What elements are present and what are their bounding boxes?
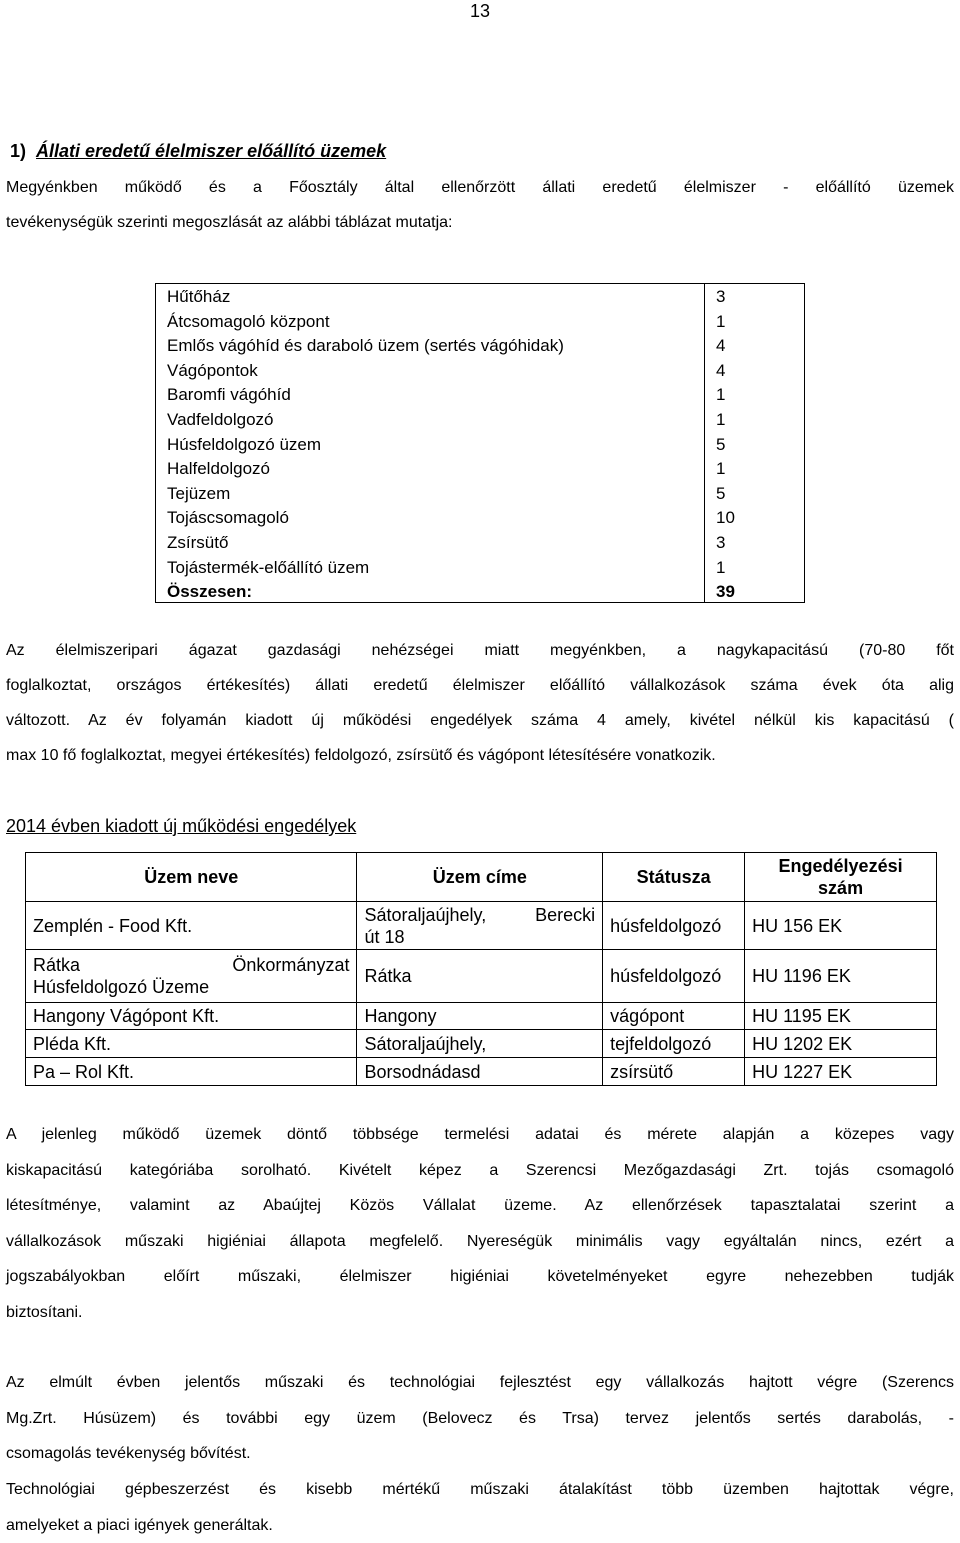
paragraph-line: Mg.Zrt. Húsüzem) és további egy üzem (Belovecz és Trsa) tervez jelentős sertés darabolás, - (6, 1401, 954, 1437)
cell-status: vágópont (603, 1003, 745, 1030)
table-row (156, 383, 804, 407)
section-heading (10, 141, 386, 162)
activity-name: Összesen: (167, 582, 252, 602)
cell-address (357, 902, 603, 950)
cell-address: Rátka (357, 950, 603, 1003)
activity-name: Halfeldolgozó (167, 459, 270, 479)
activity-count: 1 (716, 558, 725, 578)
activity-name: Zsírsütő (167, 533, 228, 553)
cell-status: zsírsütő (603, 1058, 745, 1086)
cell-address-line2: út 18 (364, 926, 595, 948)
paragraph-line: Az élelmiszeripari ágazat gazdasági nehézségei miatt megyénkben, a nagykapacitású (70-80 főt (6, 633, 954, 668)
activity-name: Vágópontok (167, 361, 258, 381)
table-row (26, 1003, 937, 1030)
intro-paragraph (6, 170, 954, 240)
paragraph-development (6, 1365, 954, 1472)
activity-name: Átcsomagoló központ (167, 312, 330, 332)
table-row (156, 556, 804, 580)
cell-address: Hangony (357, 1003, 603, 1030)
header-address: Üzem címe (357, 853, 603, 902)
table-row (156, 457, 804, 481)
paragraph-line: Technológiai gépbeszerzést és kisebb mértékű műszaki átalakítást több üzemben hajtottak végre, (6, 1472, 954, 1508)
paragraph-line: létesítménye, valamint az Abaújtej Közös Vállalat üzeme. Az ellenőrzések tapasztalatai szerint a (6, 1188, 954, 1224)
cell-name (26, 950, 357, 1003)
table-row (26, 1058, 937, 1086)
cell-permit: HU 156 EK (745, 902, 937, 950)
activity-count: 1 (716, 312, 725, 332)
activity-name: Vadfeldolgozó (167, 410, 274, 430)
header-permit (745, 853, 937, 902)
intro-line-2: tevékenységük szerinti megoszlását az alábbi táblázat mutatja: (6, 205, 954, 240)
header-permit-line1: Engedélyezési (752, 855, 929, 877)
activity-count: 5 (716, 484, 725, 504)
intro-line-1: Megyénkben működő és a Főosztály által ellenőrzött állati eredetű élelmiszer - előállító üzemek (6, 170, 954, 205)
cell-name: Zemplén - Food Kft. (26, 902, 357, 950)
section-title: Állati eredetű élelmiszer előállító üzemek (36, 141, 386, 161)
paragraph-industry (6, 633, 954, 773)
activity-table (155, 283, 805, 603)
cell-name: Pléda Kft. (26, 1030, 357, 1058)
activity-name: Hűtőház (167, 287, 230, 307)
table-row (26, 1030, 937, 1058)
cell-status: húsfeldolgozó (603, 902, 745, 950)
paragraph-line: max 10 fő foglalkoztat, megyei értékesítés) feldolgozó, zsírsütő és vágópont létesítésére vonatkozik. (6, 738, 954, 773)
activity-count: 5 (716, 435, 725, 455)
page-number: 13 (0, 0, 960, 22)
activity-count: 1 (716, 410, 725, 430)
cell-status: húsfeldolgozó (603, 950, 745, 1003)
activity-count: 3 (716, 533, 725, 553)
section-number: 1) (10, 141, 26, 161)
activity-name: Tejüzem (167, 484, 230, 504)
table-row (156, 433, 804, 457)
paragraph-line: kiskapacitású kategóriába sorolható. Kivételt képez a Szerencsi Mezőgazdasági Zrt. tojás csomagoló (6, 1153, 954, 1189)
cell-permit: HU 1202 EK (745, 1030, 937, 1058)
paragraph-line: foglalkoztat, országos értékesítés) állati eredetű élelmiszer előállító vállalkozások száma évek óta alig (6, 668, 954, 703)
table-row (26, 950, 937, 1003)
paragraph-line: Az elmúlt évben jelentős műszaki és technológiai fejlesztést egy vállalkozás hajtott végre (Szerencs (6, 1365, 954, 1401)
cell-address: Borsodnádasd (357, 1058, 603, 1086)
activity-count: 39 (716, 582, 735, 602)
table-row (156, 334, 804, 358)
table-row (156, 285, 804, 309)
activity-count: 10 (716, 508, 735, 528)
activity-name: Emlős vágóhíd és daraboló üzem (sertés vágóhidak) (167, 336, 564, 356)
cell-permit: HU 1195 EK (745, 1003, 937, 1030)
paragraph-line: biztosítani. (6, 1295, 954, 1331)
activity-name: Húsfeldolgozó üzem (167, 435, 321, 455)
paragraph-line: jogszabályokban előírt műszaki, élelmiszer higiéniai követelményeket egyre nehezebben tudják (6, 1259, 954, 1295)
paragraph-plants (6, 1117, 954, 1330)
permits-table (25, 852, 937, 1086)
activity-count: 1 (716, 459, 725, 479)
cell-permit: HU 1196 EK (745, 950, 937, 1003)
cell-name-line2: Húsfeldolgozó Üzeme (33, 976, 349, 998)
table-total-row (156, 580, 804, 604)
paragraph-line: változott. Az év folyamán kiadott új működési engedélyek száma 4 amely, kivétel nélkül kis kapacitású ( (6, 703, 954, 738)
activity-name: Tojástermék-előállító üzem (167, 558, 369, 578)
cell-name: Pa – Rol Kft. (26, 1058, 357, 1086)
paragraph-line: amelyeket a piaci igények generáltak. (6, 1508, 954, 1543)
table-row (156, 531, 804, 555)
activity-count: 4 (716, 336, 725, 356)
header-status: Státusza (603, 853, 745, 902)
cell-address: Sátoraljaújhely, (357, 1030, 603, 1058)
cell-status: tejfeldolgozó (603, 1030, 745, 1058)
permits-title: 2014 évben kiadott új működési engedélyek (6, 816, 356, 837)
paragraph-line: vállalkozások műszaki higiéniai állapota megfelelő. Nyereségük minimális vagy egyáltalán nincs, ezért a (6, 1224, 954, 1260)
cell-address-line1: Sátoraljaújhely, Berecki (364, 904, 595, 926)
activity-count: 3 (716, 287, 725, 307)
table-row (156, 359, 804, 383)
header-permit-line2: szám (752, 877, 929, 899)
table-row (156, 482, 804, 506)
cell-name-line1: Rátka Önkormányzat (33, 954, 349, 976)
activity-count: 1 (716, 385, 725, 405)
paragraph-line: csomagolás tevékenység bővítést. (6, 1436, 954, 1472)
table-row (156, 310, 804, 334)
table-row (156, 408, 804, 432)
paragraph-technology (6, 1472, 954, 1543)
header-name: Üzem neve (26, 853, 357, 902)
cell-permit: HU 1227 EK (745, 1058, 937, 1086)
activity-name: Tojáscsomagoló (167, 508, 289, 528)
activity-name: Baromfi vágóhíd (167, 385, 291, 405)
activity-count: 4 (716, 361, 725, 381)
table-row (26, 902, 937, 950)
table-header-row (26, 853, 937, 902)
table-row (156, 506, 804, 530)
paragraph-line: A jelenleg működő üzemek döntő többsége termelési adatai és mérete alapján a közepes vagy (6, 1117, 954, 1153)
cell-name: Hangony Vágópont Kft. (26, 1003, 357, 1030)
